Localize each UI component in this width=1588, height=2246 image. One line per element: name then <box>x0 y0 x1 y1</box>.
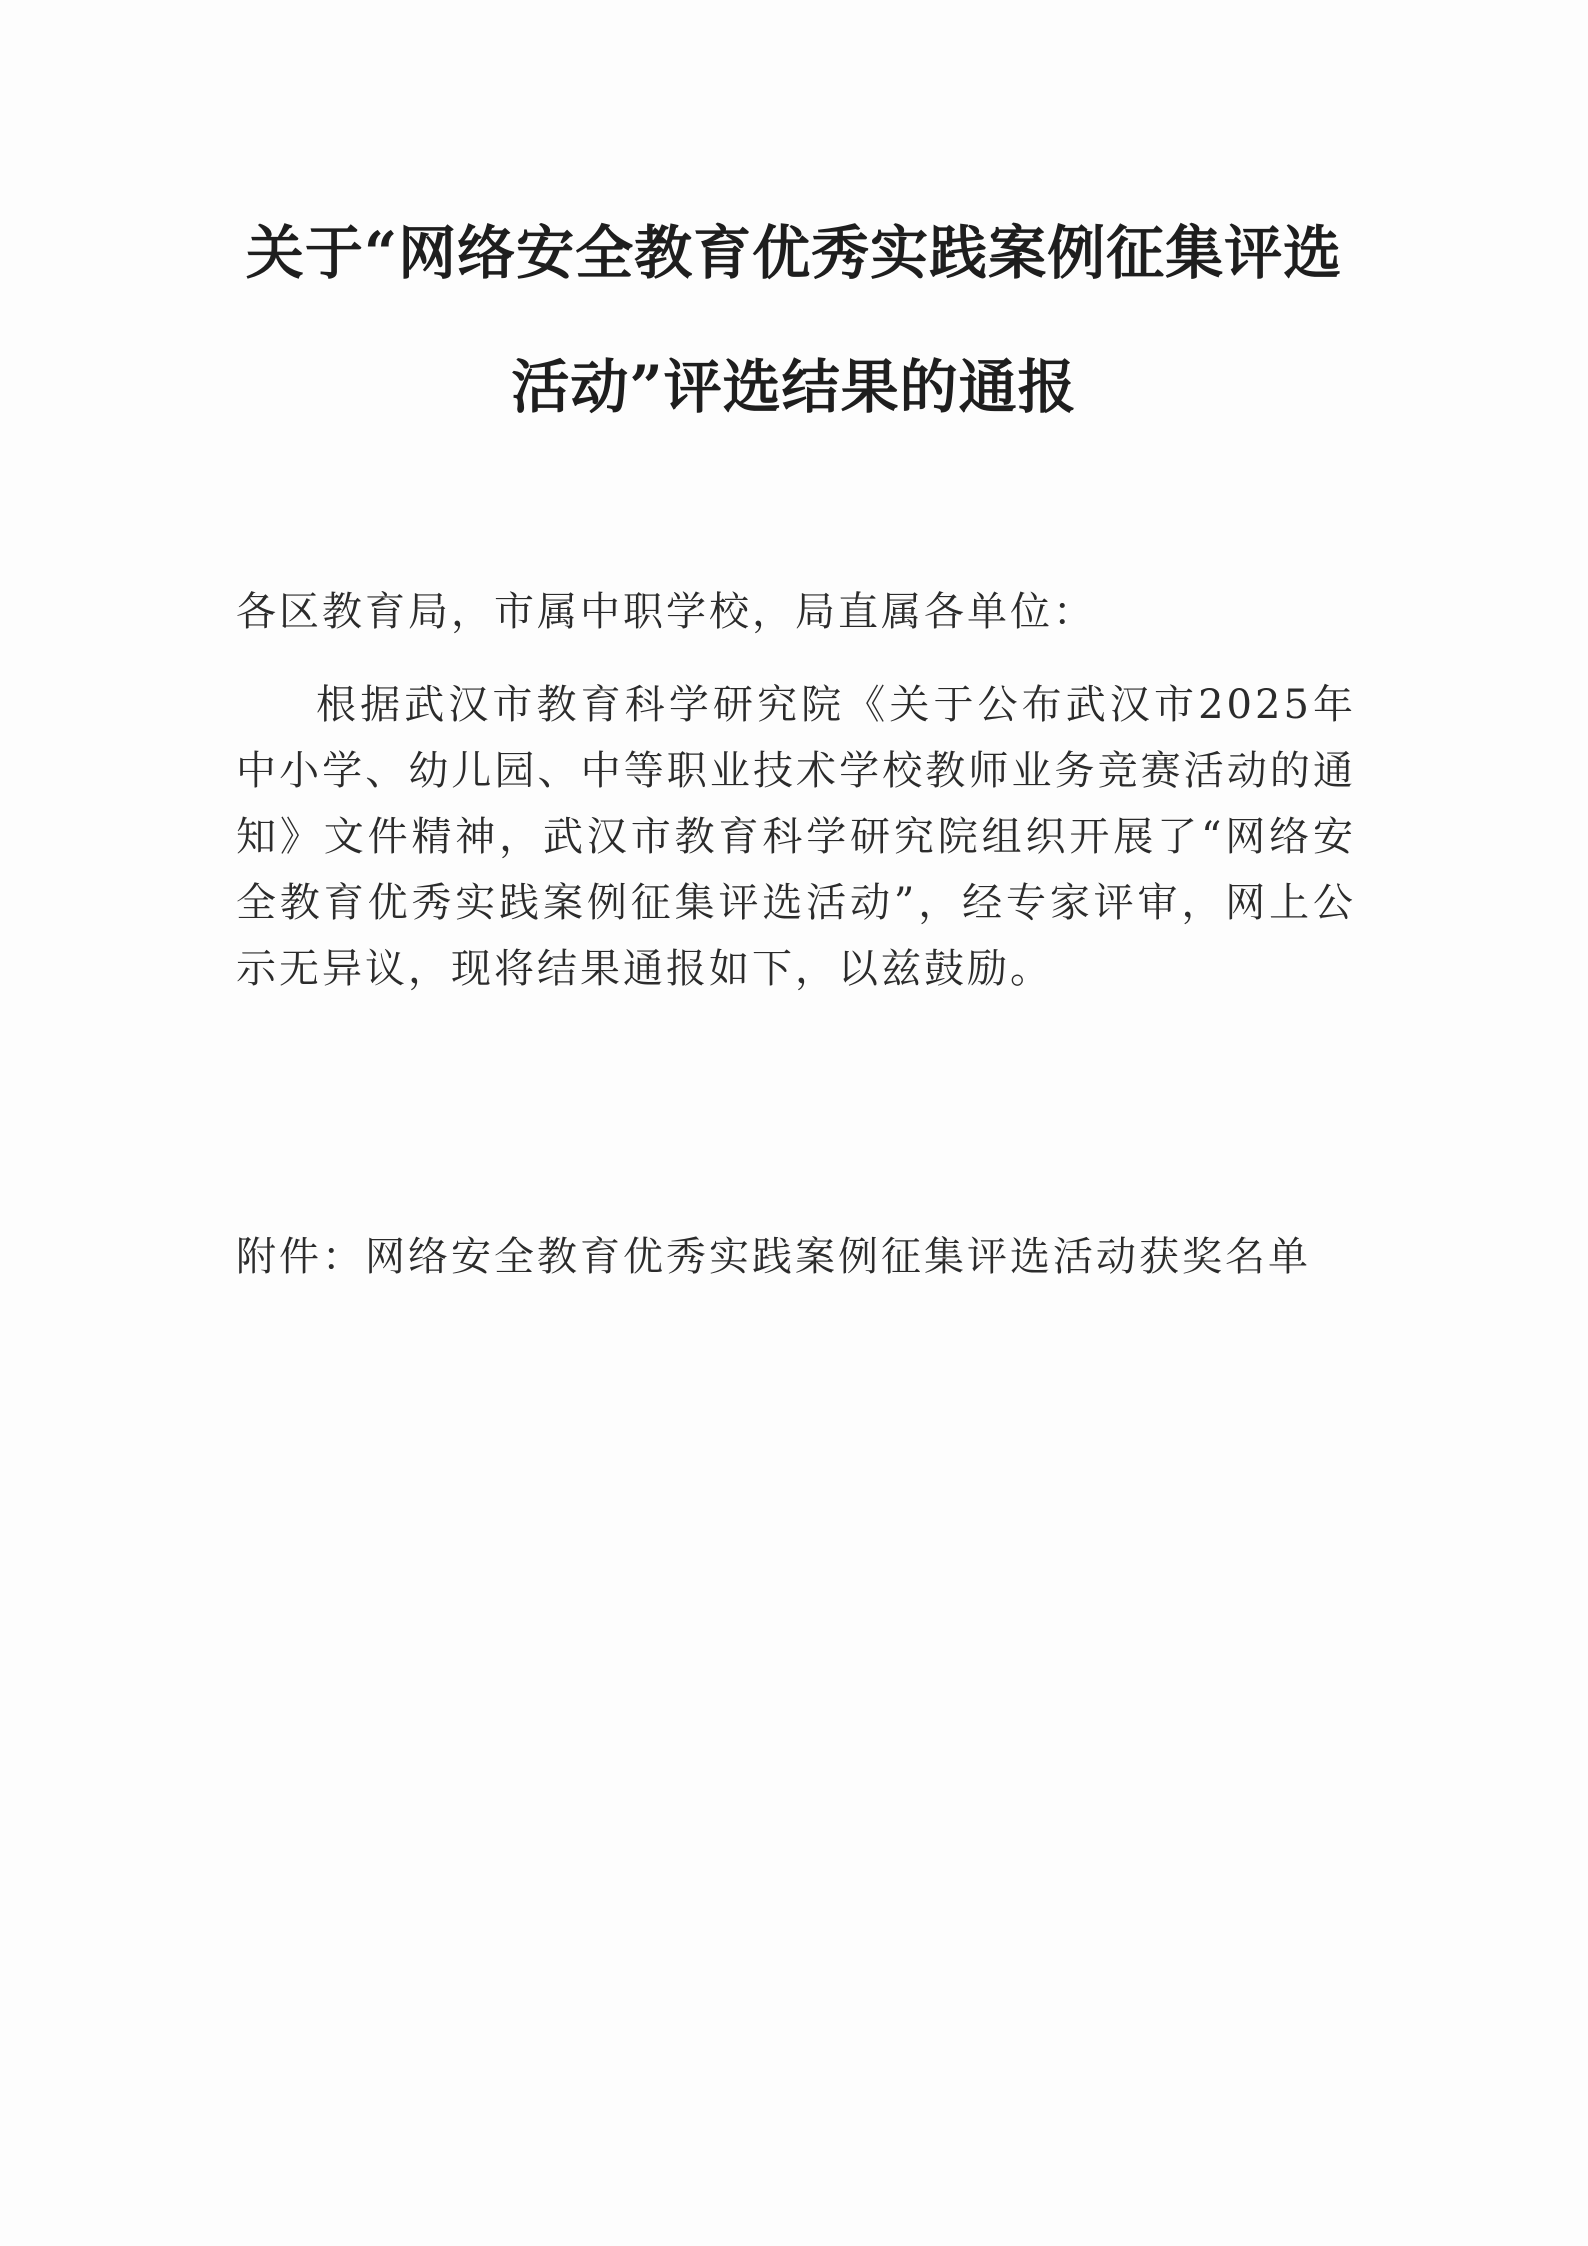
body-paragraph: 根据武汉市教育科学研究院《关于公布武汉市2025年中小学、幼儿园、中等职业技术学校教师业务竞赛活动的通知》文件精神，武汉市教育科学研究院组织开展了“网络安全教育优秀实践案例征集评选活动”，经专家评审，网上公示无异议，现将结果通报如下，以兹鼓励。 <box>236 682 1356 992</box>
document-title-line-1: 关于“网络安全教育优秀实践案例征集评选 <box>245 219 1343 287</box>
salutation: 各区教育局，市属中职学校，局直属各单位： <box>236 589 1096 635</box>
document-title-line-2: 活动”评选结果的通报 <box>511 353 1077 421</box>
attachment-note: 附件：网络安全教育优秀实践案例征集评选活动获奖名单 <box>236 1234 1311 1280</box>
